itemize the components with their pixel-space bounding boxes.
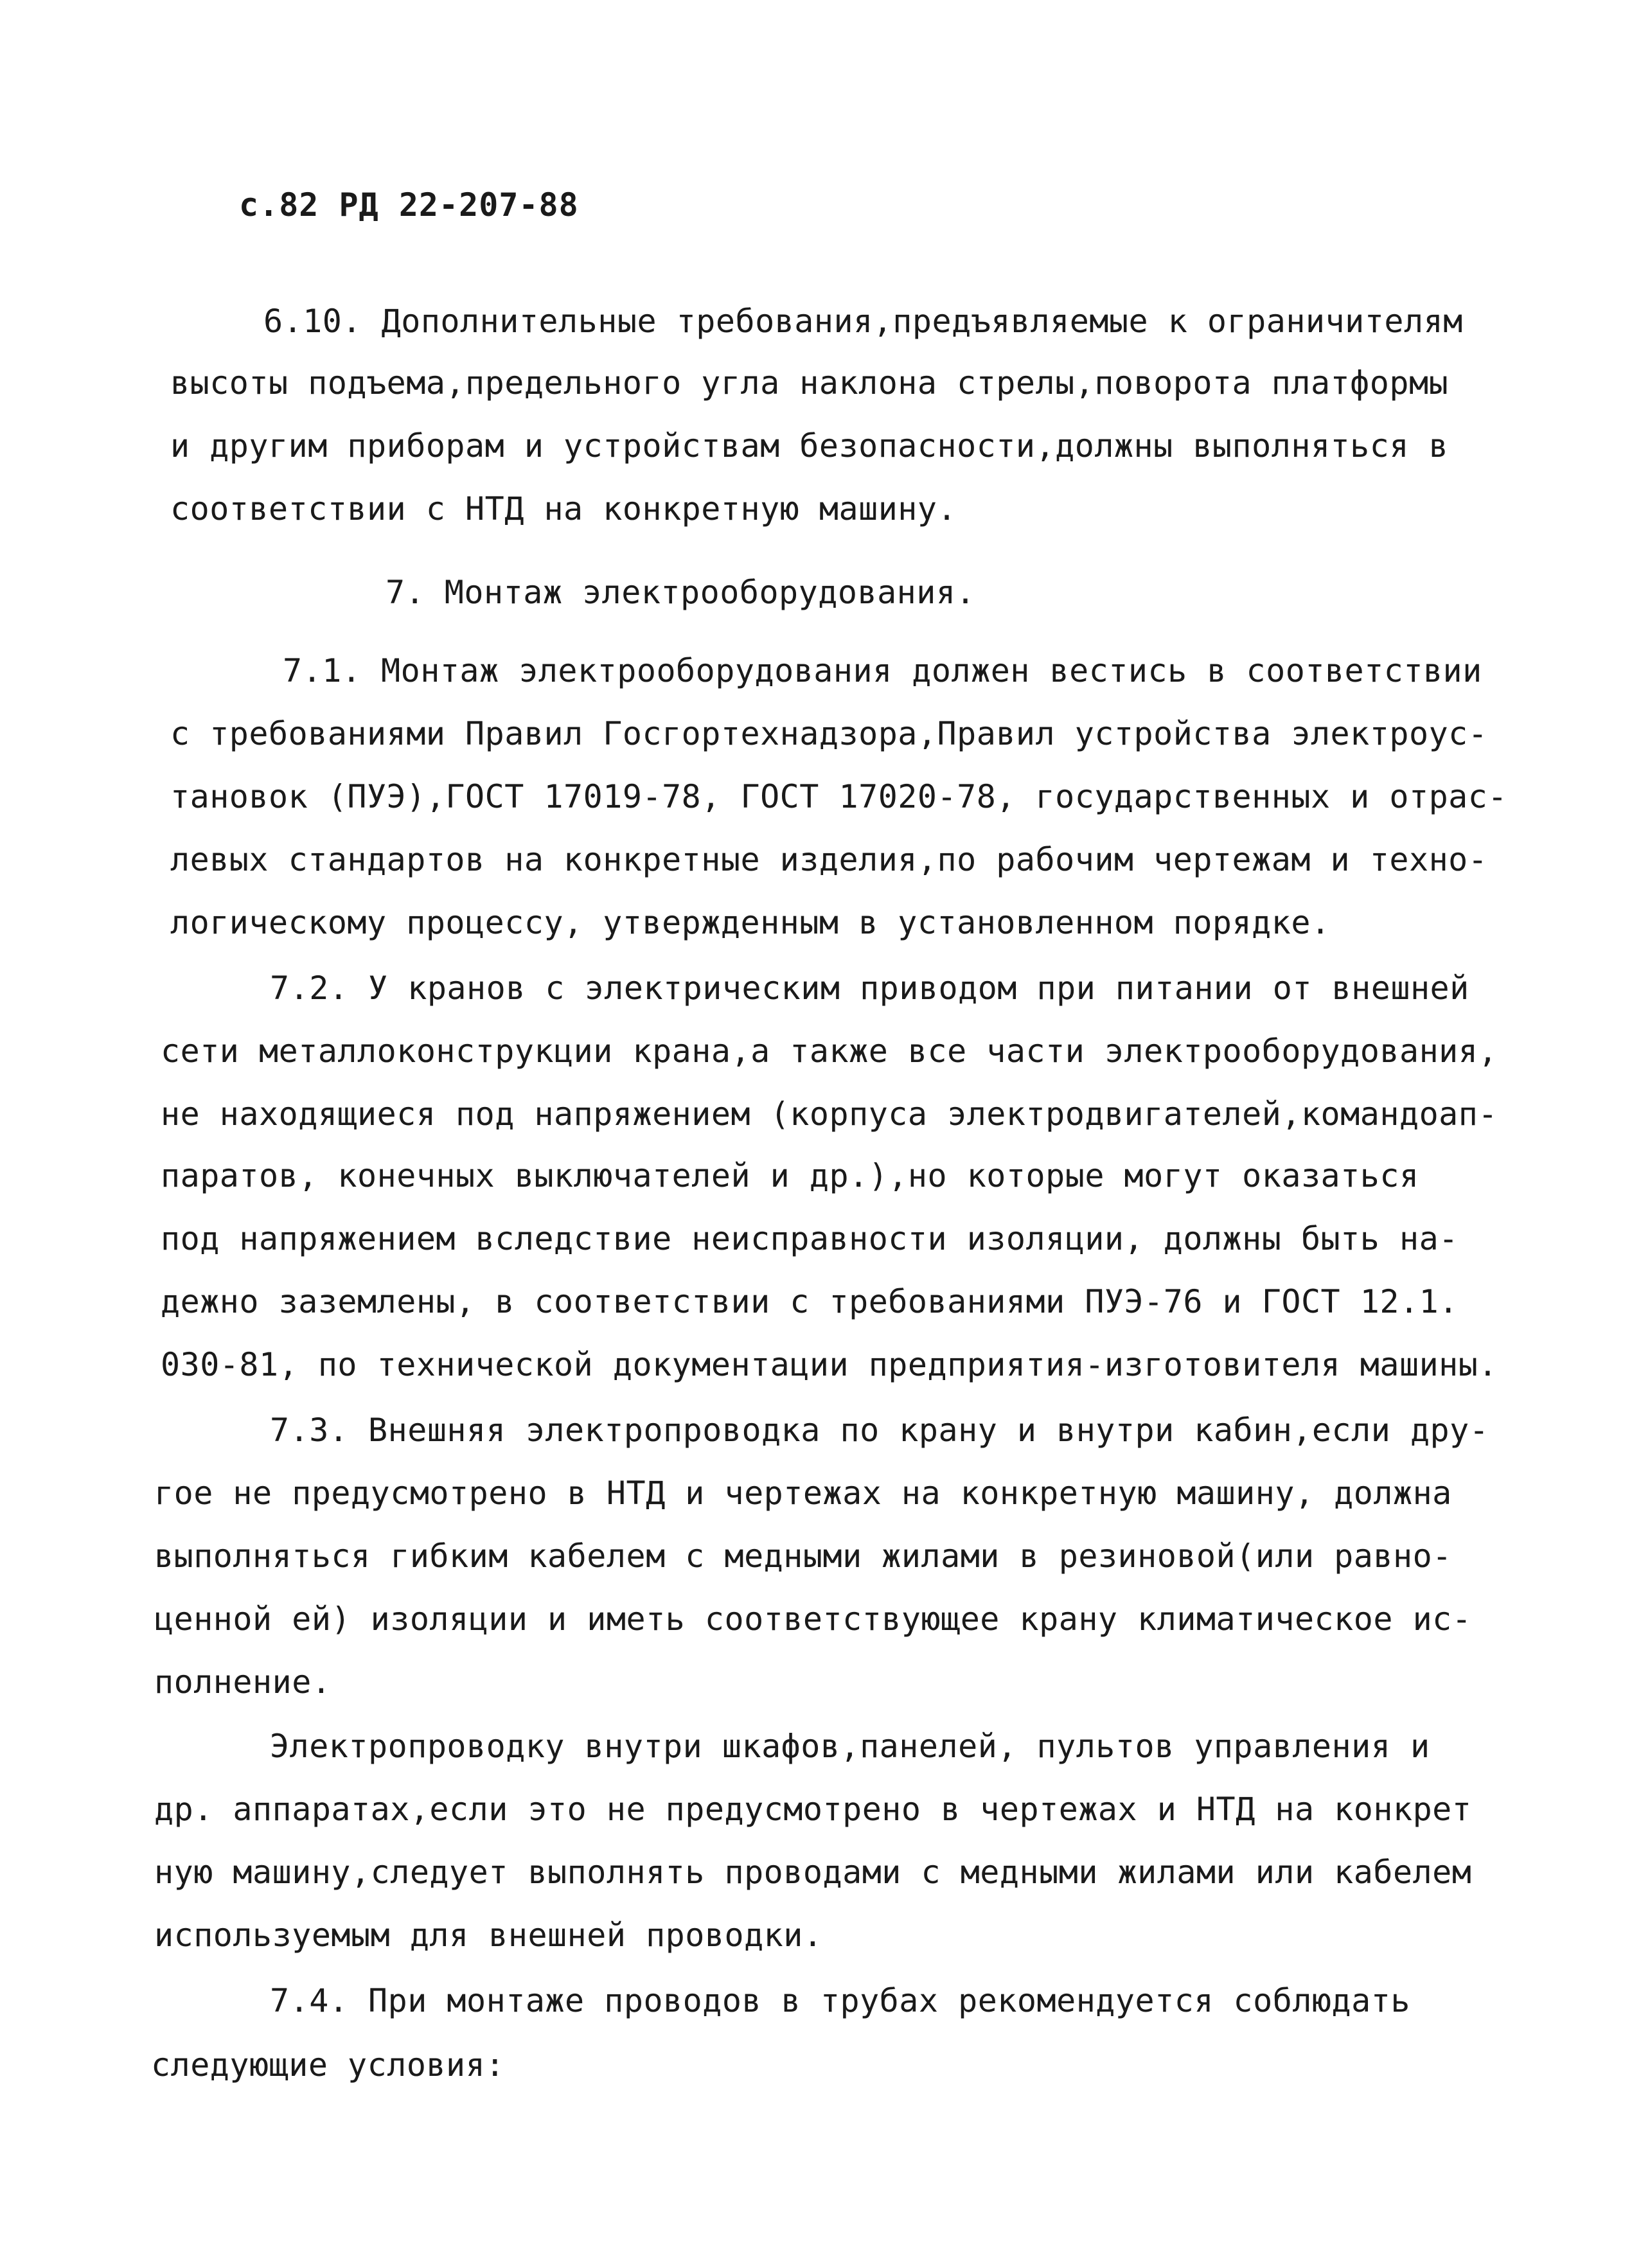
text-line: с требованиями Правил Госгортехнадзора,Правил устройства электроус-: [170, 715, 1488, 752]
text-line: не находящиеся под напряжением (корпуса электродвигателей,командоап-: [161, 1095, 1498, 1133]
text-line: 7.1. Монтаж электрооборудования должен вестись в соответствии: [283, 652, 1482, 689]
text-line: паратов, конечных выключателей и др.),но которые могут оказаться: [161, 1157, 1419, 1194]
text-line: 7.2. У кранов с электрическим приводом при питании от внешней: [270, 970, 1469, 1007]
text-line: дежно заземлены, в соответствии с требованиями ПУЭ-76 и ГОСТ 12.1.: [161, 1283, 1459, 1320]
text-line: логическому процессу, утвержденным в установленном порядке.: [170, 904, 1331, 941]
text-line: выполняться гибким кабелем с медными жилами в резиновой(или равно-: [154, 1537, 1452, 1575]
text-line: гое не предусмотрено в НТД и чертежах на конкретную машину, должна: [154, 1475, 1452, 1512]
text-line: ную машину,следует выполнять проводами с медными жилами или кабелем: [154, 1854, 1472, 1891]
text-line: 7.4. При монтаже проводов в трубах рекомендуется соблюдать: [270, 1982, 1410, 2019]
section-heading: 7. Монтаж электрооборудования.: [386, 574, 976, 611]
text-line: полнение.: [154, 1663, 332, 1701]
text-line: 030-81, по технической документации предприятия-изготовителя машины.: [161, 1346, 1498, 1383]
text-line: соответствии с НТД на конкретную машину.: [170, 490, 957, 527]
text-line: под напряжением вследствие неисправности изоляции, должны быть на-: [161, 1220, 1459, 1257]
text-line: ценной ей) изоляции и иметь соответствующее крану климатическое ис-: [154, 1600, 1472, 1638]
text-line: высоты подъема,предельного угла наклона стрелы,поворота платформы: [170, 364, 1449, 402]
text-line: др. аппаратах,если это не предусмотрено в чертежах и НТД на конкрет: [154, 1791, 1472, 1828]
text-line: тановок (ПУЭ),ГОСТ 17019-78, ГОСТ 17020-78, государственных и отрас-: [170, 778, 1507, 815]
text-line: и другим приборам и устройствам безопасности,должны выполняться в: [170, 427, 1449, 465]
text-line: 6.10. Дополнительные требования,предъявляемые к ограничителям: [263, 303, 1463, 340]
text-line: используемым для внешней проводки.: [154, 1917, 823, 1954]
page-header: с.82 РД 22-207-88: [239, 186, 579, 224]
text-line: левых стандартов на конкретные изделия,по рабочим чертежам и техно-: [170, 841, 1488, 878]
text-line: следующие условия:: [151, 2046, 505, 2084]
text-line: 7.3. Внешняя электропроводка по крану и внутри кабин,если дру-: [270, 1412, 1489, 1449]
text-line: Электропроводку внутри шкафов,панелей, пультов управления и: [270, 1728, 1430, 1765]
text-line: сети металлоконструкции крана,а также все части электрооборудования,: [161, 1032, 1498, 1070]
